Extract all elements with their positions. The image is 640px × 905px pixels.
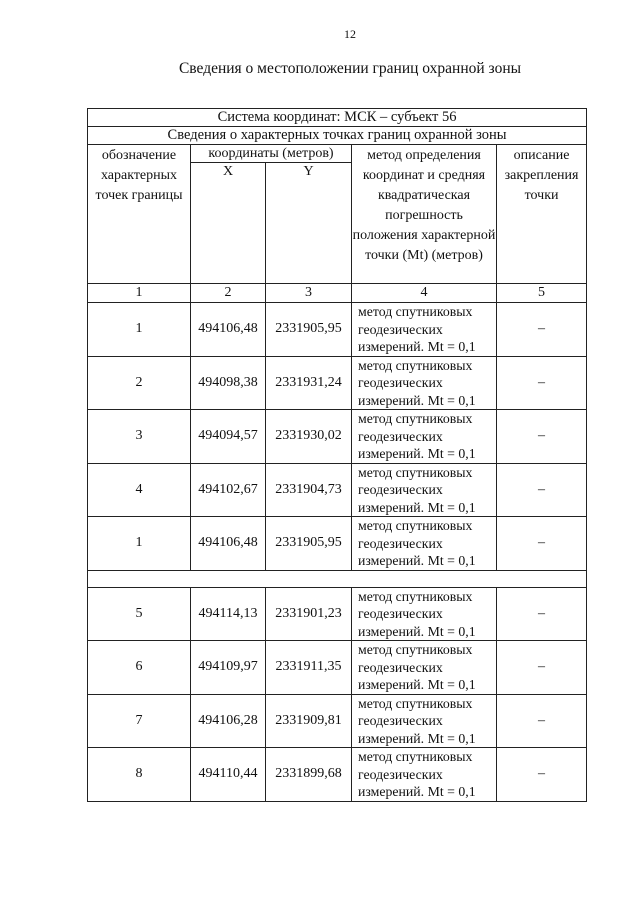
x-cell: 494109,97 bbox=[191, 641, 266, 695]
y-cell: 2331909,81 bbox=[266, 694, 352, 748]
header-method: метод определения координат и средняя квадратическая погрешность положения характерной точки (Mt) (метров) bbox=[352, 145, 497, 284]
fixing-cell: – bbox=[497, 587, 587, 641]
fixing-cell: – bbox=[497, 303, 587, 357]
page-number: 12 bbox=[344, 27, 356, 41]
y-cell: 2331905,95 bbox=[266, 303, 352, 357]
y-cell: 2331930,02 bbox=[266, 410, 352, 464]
x-cell: 494102,67 bbox=[191, 463, 266, 517]
coordinates-table bbox=[87, 108, 587, 802]
method-cell: метод спутниковых геодезических измерений. Mt = 0,1 bbox=[352, 303, 497, 357]
table-row bbox=[88, 748, 587, 802]
fixing-cell: – bbox=[497, 463, 587, 517]
x-cell: 494106,48 bbox=[191, 517, 266, 571]
x-cell: 494114,13 bbox=[191, 587, 266, 641]
fixing-cell: – bbox=[497, 517, 587, 571]
point-cell: 7 bbox=[88, 694, 191, 748]
coord-system-row bbox=[88, 109, 587, 127]
point-cell: 5 bbox=[88, 587, 191, 641]
point-cell: 4 bbox=[88, 463, 191, 517]
fixing-cell: – bbox=[497, 641, 587, 695]
header-coords: координаты (метров) bbox=[191, 145, 352, 163]
column-number: 5 bbox=[497, 284, 587, 303]
method-cell: метод спутниковых геодезических измерений. Mt = 0,1 bbox=[352, 517, 497, 571]
method-cell: метод спутниковых геодезических измерений. Mt = 0,1 bbox=[352, 356, 497, 410]
header-designation: обозначение характерных точек границы bbox=[88, 145, 191, 284]
table-row bbox=[88, 641, 587, 695]
x-cell: 494094,57 bbox=[191, 410, 266, 464]
point-cell: 1 bbox=[88, 303, 191, 357]
method-cell: метод спутниковых геодезических измерений. Mt = 0,1 bbox=[352, 587, 497, 641]
method-cell: метод спутниковых геодезических измерений. Mt = 0,1 bbox=[352, 748, 497, 802]
point-cell: 2 bbox=[88, 356, 191, 410]
x-cell: 494106,28 bbox=[191, 694, 266, 748]
x-cell: 494110,44 bbox=[191, 748, 266, 802]
x-cell: 494098,38 bbox=[191, 356, 266, 410]
point-cell: 8 bbox=[88, 748, 191, 802]
method-cell: метод спутниковых геодезических измерений. Mt = 0,1 bbox=[352, 641, 497, 695]
fixing-cell: – bbox=[497, 748, 587, 802]
header-row bbox=[88, 145, 587, 163]
column-number: 2 bbox=[191, 284, 266, 303]
y-cell: 2331911,35 bbox=[266, 641, 352, 695]
x-cell: 494106,48 bbox=[191, 303, 266, 357]
method-cell: метод спутниковых геодезических измерений. Mt = 0,1 bbox=[352, 410, 497, 464]
y-cell: 2331901,23 bbox=[266, 587, 352, 641]
point-cell: 3 bbox=[88, 410, 191, 464]
section-title-cell: Сведения о характерных точках границ охранной зоны bbox=[88, 127, 587, 145]
y-cell: 2331931,24 bbox=[266, 356, 352, 410]
fixing-cell: – bbox=[497, 410, 587, 464]
table-row bbox=[88, 517, 587, 571]
header-fixing: описание закрепления точки bbox=[497, 145, 587, 284]
fixing-cell: – bbox=[497, 694, 587, 748]
table-row bbox=[88, 303, 587, 357]
column-number: 4 bbox=[352, 284, 497, 303]
separator-cell bbox=[88, 570, 587, 587]
point-cell: 1 bbox=[88, 517, 191, 571]
point-cell: 6 bbox=[88, 641, 191, 695]
table-row bbox=[88, 694, 587, 748]
column-number-row bbox=[88, 284, 587, 303]
contour-separator-row bbox=[88, 570, 587, 587]
y-cell: 2331899,68 bbox=[266, 748, 352, 802]
table-row bbox=[88, 463, 587, 517]
y-cell: 2331905,95 bbox=[266, 517, 352, 571]
table-row bbox=[88, 587, 587, 641]
column-number: 3 bbox=[266, 284, 352, 303]
document-title: Сведения о местоположении границ охранной зоны bbox=[178, 60, 522, 77]
coord-system-cell: Система координат: МСК – субъект 56 bbox=[88, 109, 587, 127]
fixing-cell: – bbox=[497, 356, 587, 410]
header-x: X bbox=[191, 163, 266, 284]
table-row bbox=[88, 410, 587, 464]
header-y: Y bbox=[266, 163, 352, 284]
column-number: 1 bbox=[88, 284, 191, 303]
section-title-row bbox=[88, 127, 587, 145]
table-row bbox=[88, 356, 587, 410]
method-cell: метод спутниковых геодезических измерений. Mt = 0,1 bbox=[352, 463, 497, 517]
method-cell: метод спутниковых геодезических измерений. Mt = 0,1 bbox=[352, 694, 497, 748]
y-cell: 2331904,73 bbox=[266, 463, 352, 517]
